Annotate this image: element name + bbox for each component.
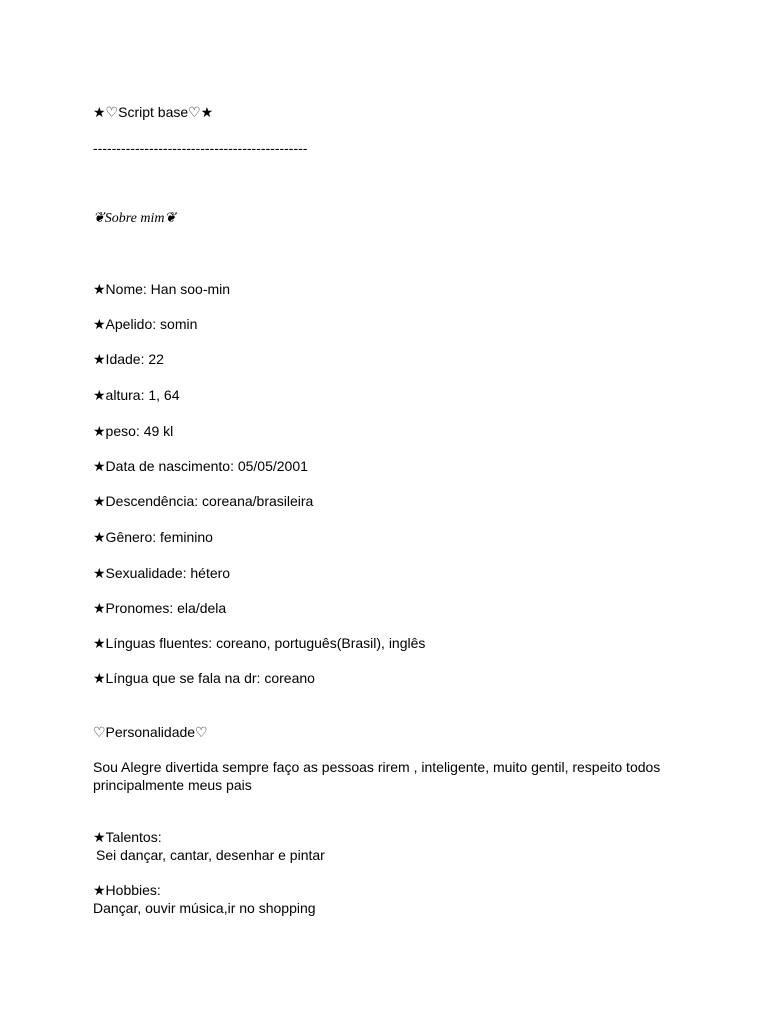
personality-heading: ♡Personalidade♡ xyxy=(93,724,208,740)
field-name: ★Nome: Han soo-min xyxy=(93,281,231,297)
document-title: ★♡Script base♡★ xyxy=(93,104,214,120)
field-age: ★Idade: 22 xyxy=(93,351,164,367)
hobbies-text: Dançar, ouvir música,ir no shopping xyxy=(93,900,316,916)
field-weight: ★peso: 49 kl xyxy=(93,423,174,439)
talents-text: Sei dançar, cantar, desenhar e pintar xyxy=(96,847,325,863)
field-gender: ★Gênero: feminino xyxy=(93,529,213,545)
field-languages: ★Línguas fluentes: coreano, português(Brasil), inglês xyxy=(93,635,426,651)
talents-label: ★Talentos: xyxy=(93,829,162,845)
field-nickname: ★Apelido: somin xyxy=(93,316,198,332)
divider-line: ---------------------------------------------- xyxy=(93,140,308,156)
field-height: ★altura: 1, 64 xyxy=(93,387,180,403)
field-dr-language: ★Língua que se fala na dr: coreano xyxy=(93,670,315,686)
field-birthdate: ★Data de nascimento: 05/05/2001 xyxy=(93,458,308,474)
about-heading: ❦Sobre mim❦ xyxy=(93,211,177,226)
field-descent: ★Descendência: coreana/brasileira xyxy=(93,493,314,509)
hobbies-label: ★Hobbies: xyxy=(93,882,161,898)
field-sexuality: ★Sexualidade: hétero xyxy=(93,565,231,581)
personality-text: Sou Alegre divertida sempre faço as pessoas rirem , inteligente, muito gentil, respeito todos principalmente meus pais xyxy=(93,759,661,793)
field-pronouns: ★Pronomes: ela/dela xyxy=(93,600,227,616)
